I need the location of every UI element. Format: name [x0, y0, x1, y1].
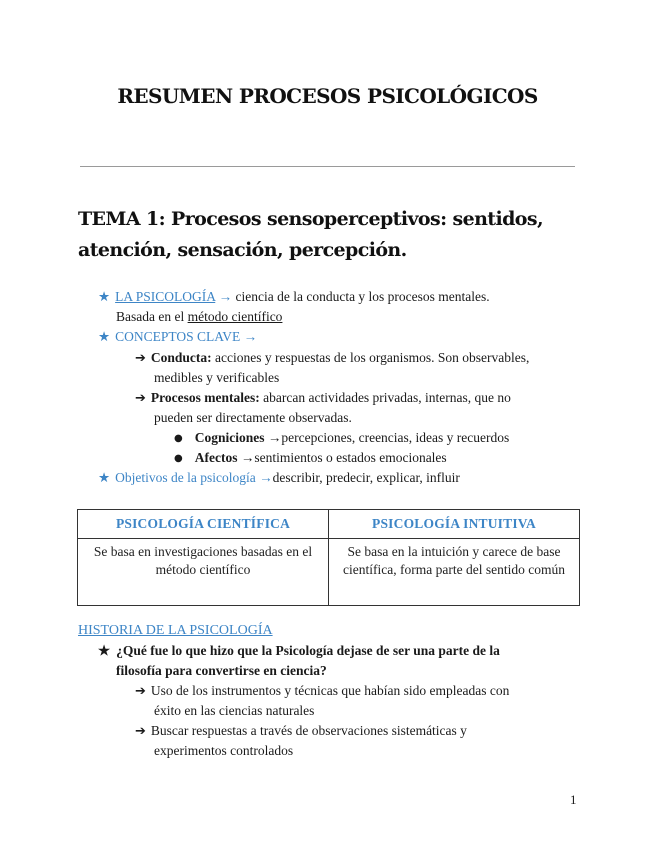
arrow-bullet-icon: ➔	[135, 351, 146, 366]
bullet-dot-icon: ●	[174, 433, 183, 444]
procesos-text: abarcan actividades privadas, internas, que no	[259, 390, 511, 405]
cogniciones-item	[174, 428, 509, 450]
psicologia-line2	[116, 307, 282, 327]
conceptos-clave-label: CONCEPTOS CLAVE	[115, 329, 241, 344]
objetivos-item	[98, 468, 460, 488]
cell-cientifica: Se basa en investigaciones basadas en el método científico	[78, 539, 329, 606]
comparison-table	[77, 509, 580, 606]
historia-item2	[135, 721, 467, 742]
psicologia-line2-prefix: Basada en el	[116, 309, 188, 324]
cell-intuitiva: Se basa en la intuición y carece de base científica, forma parte del sentido común	[329, 539, 580, 606]
historia-item1	[135, 681, 509, 702]
conducta-cont: medibles y verificables	[154, 370, 280, 385]
right-arrow-icon: →	[243, 329, 258, 344]
right-arrow-icon: →	[218, 289, 233, 304]
arrow-bullet-icon: ➔	[135, 391, 146, 406]
tema-heading	[78, 204, 578, 266]
right-arrow-icon: →	[267, 430, 282, 445]
conducta-label: Conducta:	[150, 350, 212, 365]
tema-heading-line1: TEMA 1: Procesos sensoperceptivos: sentidos,	[78, 208, 543, 230]
historia-question	[98, 641, 500, 661]
historia-heading[interactable]: HISTORIA DE LA PSICOLOGÍA	[78, 623, 273, 638]
arrow-bullet-icon: ➔	[135, 684, 146, 699]
star-bullet-icon: ★	[98, 289, 111, 304]
page-number: 1	[570, 792, 577, 807]
psicologia-link[interactable]: LA PSICOLOGÍA	[115, 289, 216, 304]
header-cientifica: PSICOLOGÍA CIENTÍFICA	[78, 510, 329, 539]
metodo-cientifico-link[interactable]: método científico	[187, 309, 283, 324]
cogniciones-label: Cogniciones	[194, 430, 265, 445]
bullet-dot-icon: ●	[174, 453, 183, 464]
psicologia-item	[98, 287, 490, 307]
conceptos-clave-item	[98, 327, 257, 347]
tema-heading-line2: atención, sensación, percepción.	[78, 239, 407, 261]
objetivos-text: describir, predecir, explicar, influir	[272, 470, 460, 485]
item2-line2: experimentos controlados	[154, 743, 294, 758]
table-header-row	[78, 510, 580, 539]
procesos-cont: pueden ser directamente observadas.	[154, 410, 352, 425]
procesos-item	[135, 388, 511, 409]
afectos-label: Afectos	[194, 450, 238, 465]
item1-line2: éxito en las ciencias naturales	[154, 703, 315, 718]
conducta-text: acciones y respuestas de los organismos. Son observables,	[211, 350, 530, 365]
table-row	[78, 539, 580, 606]
right-arrow-icon: →	[259, 470, 273, 485]
item2-line1: Buscar respuestas a través de observaciones sistemáticas y	[150, 723, 467, 738]
procesos-label: Procesos mentales:	[150, 390, 260, 405]
star-bullet-icon: ★	[98, 643, 111, 658]
question-line2: filosofía para convertirse en ciencia?	[116, 663, 327, 678]
cogniciones-text: percepciones, creencias, ideas y recuerdos	[281, 430, 510, 445]
psicologia-text: ciencia de la conducta y los procesos mentales.	[232, 289, 490, 304]
question-line1: ¿Qué fue lo que hizo que la Psicología dejase de ser una parte de la	[116, 643, 500, 658]
horizontal-divider	[80, 166, 575, 167]
star-bullet-icon: ★	[98, 329, 111, 344]
item1-line1: Uso de los instrumentos y técnicas que habían sido empleadas con	[150, 683, 510, 698]
star-bullet-icon: ★	[98, 470, 111, 485]
header-intuitiva: PSICOLOGÍA INTUITIVA	[329, 510, 580, 539]
right-arrow-icon: →	[240, 450, 255, 465]
objetivos-label: Objetivos de la psicología	[115, 470, 256, 485]
afectos-item	[174, 448, 447, 470]
afectos-text: sentimientos o estados emocionales	[254, 450, 447, 465]
document-title: RESUMEN PROCESOS PSICOLÓGICOS	[117, 84, 538, 108]
arrow-bullet-icon: ➔	[135, 724, 146, 739]
conducta-item	[135, 348, 529, 369]
